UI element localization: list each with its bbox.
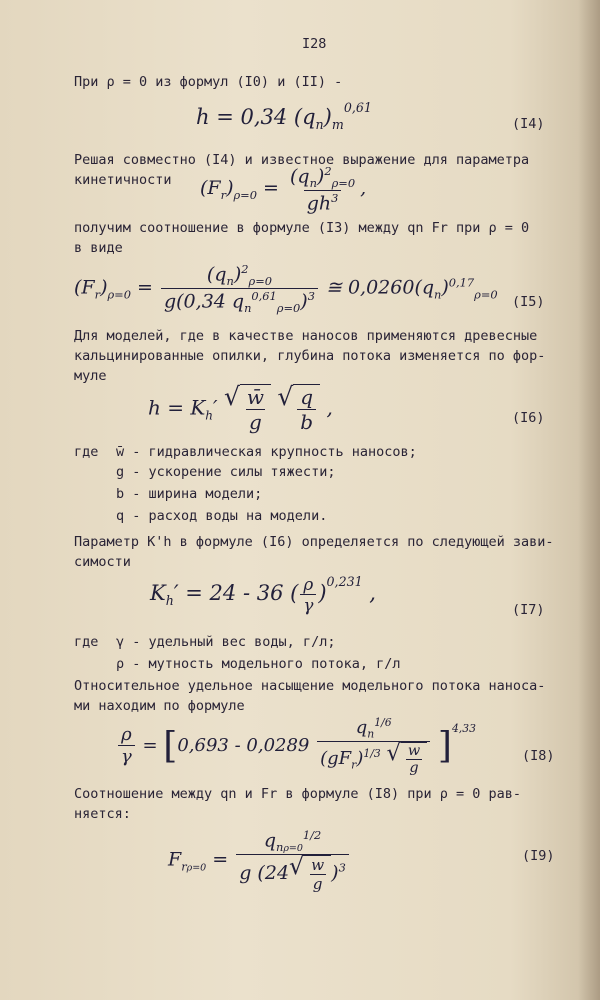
paragraph-models-line3: муле <box>74 368 107 384</box>
equation-16: $h = K_h'$ √ $\frac{w̄}{g}$ √ $\frac{q}{b}$ , <box>148 382 333 434</box>
equation-14: h = 0,34 $(q_n)_m^{0,61}$ <box>196 100 372 133</box>
definition-rho: ρ - мутность модельного потока, г/л <box>116 656 401 672</box>
equation-16-number: (I6) <box>512 410 545 426</box>
paragraph-models-line2: кальцинированные опилки, глубина потока изменяется по фор- <box>74 348 546 364</box>
paragraph-relation-line1: Соотношение между qn и Fr в формуле (I8) при ρ = 0 рав- <box>74 786 522 802</box>
where-label-2: где <box>74 634 99 650</box>
definition-b: b - ширина модели; <box>116 486 263 502</box>
equation-15-number: (I5) <box>512 294 545 310</box>
paragraph-get-line2: в виде <box>74 240 123 256</box>
equation-19-number: (I9) <box>522 848 555 864</box>
equation-19: $F_{r\rho=0}$ = $q_{n\rho=0}^{1/2}$ g (24 √ $\frac{w}{g}$ )$^3$ <box>168 828 351 893</box>
definition-g: g - ускорение силы тяжести; <box>116 464 336 480</box>
page-edge-shadow <box>578 0 600 1000</box>
equation-18-number: (I8) <box>522 748 555 764</box>
paragraph-kinetic-line1: Решая совместно (I4) и известное выражение для параметра <box>74 152 530 168</box>
page-number: I28 <box>302 36 327 52</box>
definition-q: q - расход воды на модели. <box>116 508 328 524</box>
equation-15: $(F_r)_{\rho=0}$ = $\frac{(q_n)^2_{\rho=0}}{g(0,34 q_n^{0,61}_{\rho=0})^3}$ ≅ $0,0260(q_n)^{0,17}_{\rho=0}$ <box>74 262 498 316</box>
paragraph-get-line1: получим соотношение в формуле (I3) между qn Fr при ρ = 0 <box>74 220 530 236</box>
equation-froude-definition: $(F_r)_{\rho=0}$ = $\frac{(q_n)^2_{\rho=0}}{gh^3}$ , <box>200 164 367 215</box>
paragraph-relative-line1: Относительное удельное насыщение модельного потока наноса- <box>74 678 546 694</box>
paragraph-param-line2: симости <box>74 554 131 570</box>
paragraph-kinetic-line2: кинетичности <box>74 172 172 188</box>
where-label-1: где <box>74 444 99 460</box>
equation-17: $K_h' = 24 - 36$ ( $\frac{\rho}{\gamma}$ )$^{0,231}$ , <box>150 574 376 615</box>
paragraph-param-line1: Параметр K'h в формуле (I6) определяется по следующей зави- <box>74 534 554 550</box>
paragraph-models-line1: Для моделей, где в качестве наносов применяются древесные <box>74 328 538 344</box>
equation-18: $\frac{\rho}{\gamma}$ = [0,693 - 0,0289 $q_n^{1/6}$ $(gF_r)^{1/3}$ √ $\frac{w}{g}$ ]$^{4,33}$ <box>116 716 476 776</box>
paragraph-relative-line2: ми находим по формуле <box>74 698 245 714</box>
equation-17-number: (I7) <box>512 602 545 618</box>
paragraph-intro: При ρ = 0 из формул (I0) и (II) - <box>74 74 343 90</box>
definition-w: w̄ - гидравлическая крупность наносов; <box>116 444 417 460</box>
paragraph-relation-line2: няется: <box>74 806 131 822</box>
definition-gamma: γ - удельный вес воды, г/л; <box>116 634 336 650</box>
equation-14-number: (I4) <box>512 116 545 132</box>
